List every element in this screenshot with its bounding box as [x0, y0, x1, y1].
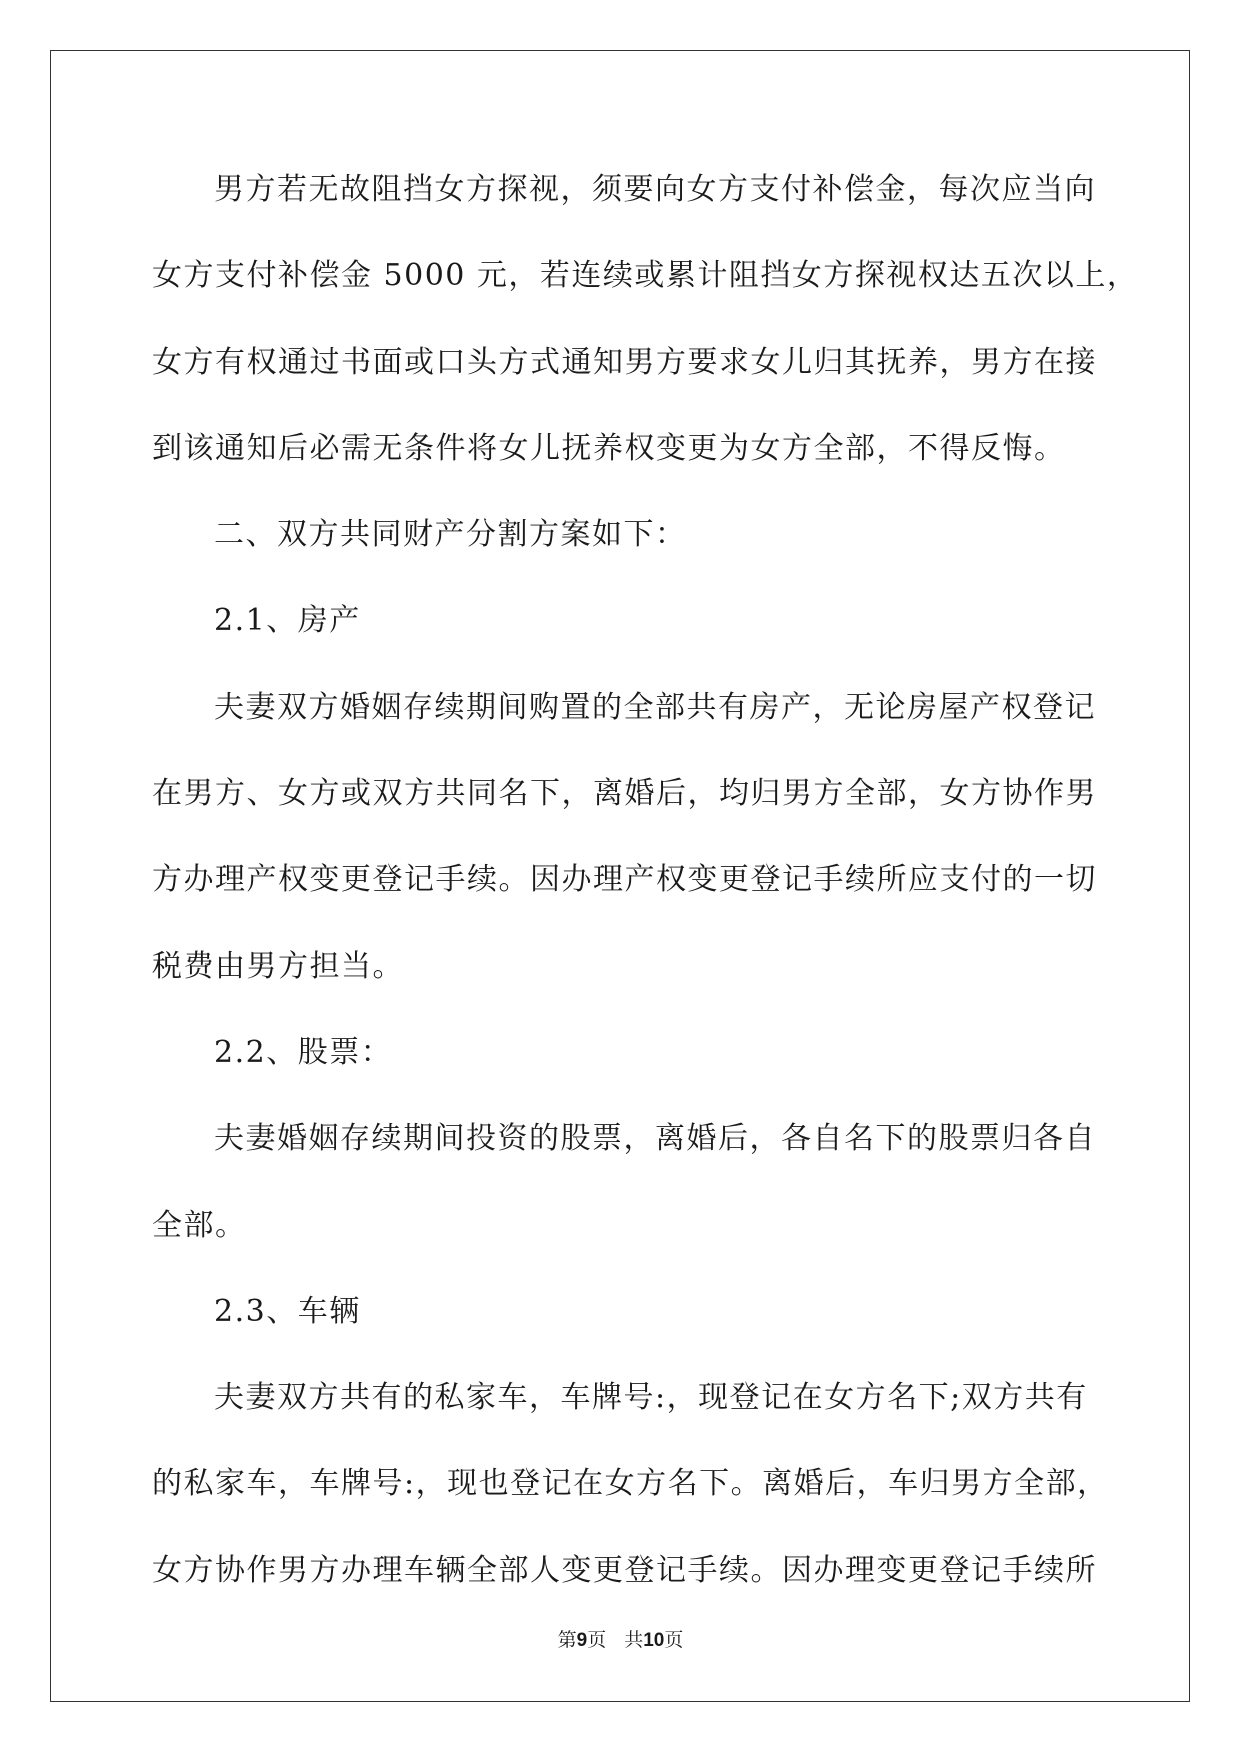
paragraph-line: 夫妻双方共有的私家车，车牌号:，现登记在女方名下;双方共有	[214, 1380, 1088, 1416]
paragraph-line: 税费由男方担当。	[152, 948, 404, 984]
paragraph-line: 夫妻双方婚姻存续期间购置的全部共有房产，无论房屋产权登记	[214, 689, 1096, 725]
current-page-number: 9	[576, 1630, 588, 1651]
document-body	[152, 160, 1139, 1627]
paragraph-line: 方办理产权变更登记手续。因办理产权变更登记手续所应支付的一切	[152, 862, 1097, 898]
page-number-footer	[0, 1625, 1241, 1652]
paragraph-line: 在男方、女方或双方共同名下，离婚后，均归男方全部，女方协作男	[152, 776, 1097, 812]
total-prefix: 共	[624, 1629, 644, 1651]
paragraph-line: 的私家车，车牌号:，现也登记在女方名下。离婚后，车归男方全部，	[152, 1466, 1109, 1502]
subsection-heading: 2.2、股票：	[214, 1034, 393, 1070]
page-suffix: 页	[587, 1629, 607, 1651]
paragraph-line: 女方协作男方办理车辆全部人变更登记手续。因办理变更登记手续所	[152, 1552, 1097, 1588]
subsection-heading: 2.3、车辆	[214, 1293, 361, 1329]
paragraph-line: 男方若无故阻挡女方探视，须要向女方支付补偿金，每次应当向	[214, 172, 1096, 207]
paragraph-line: 夫妻婚姻存续期间投资的股票，离婚后，各自名下的股票归各自	[214, 1121, 1096, 1157]
subsection-heading: 2.1、房产	[214, 603, 361, 639]
paragraph-line: 女方支付补偿金 5000 元，若连续或累计阻挡女方探视权达五次以上，	[152, 258, 1139, 294]
page-prefix: 第	[557, 1629, 577, 1651]
paragraph-line: 女方有权通过书面或口头方式通知男方要求女儿归其抚养，男方在接	[152, 344, 1097, 380]
total-suffix: 页	[664, 1629, 684, 1651]
total-page-number: 10	[643, 1630, 665, 1651]
paragraph-line: 到该通知后必需无条件将女儿抚养权变更为女方全部，不得反悔。	[152, 430, 1066, 466]
section-heading: 二、双方共同财产分割方案如下：	[214, 517, 687, 553]
paragraph-line: 全部。	[152, 1207, 247, 1243]
